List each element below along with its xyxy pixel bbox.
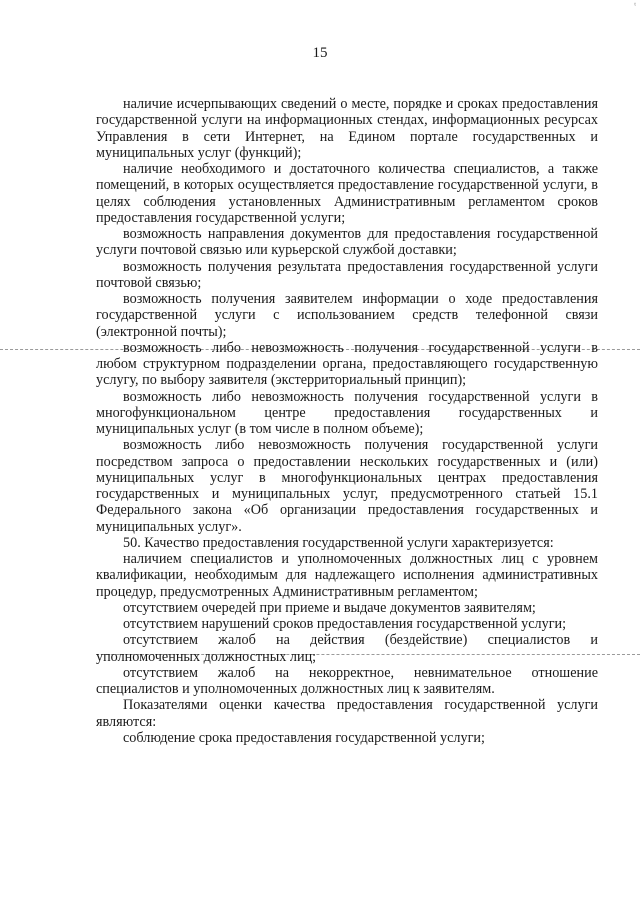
paragraph-complex-request: возможность либо невозможность получения государственной услуги посредством запроса о предоставлении нескольких государственных и (или) муниципальных услуг в многофункциональных центрах предоставления государственных и муниципальных услуг, предусмотренного статьей 15.1 Федерального закона «Об организации предоставления государственных и муниципальных услуг». xyxy=(96,437,598,535)
paragraph-document-delivery: возможность направления документов для предоставления государственной услуги почтовой связью или курьерской службой доставки; xyxy=(96,226,598,259)
paragraph-no-complaints-attitude: отсутствием жалоб на некорректное, невнимательное отношение специалистов и уполномоченных должностных лиц к заявителям. xyxy=(96,664,598,697)
paragraph-qualified-staff: наличием специалистов и уполномоченных должностных лиц с уровнем квалификации, необходимым для надлежащего исполнения административных процедур, предусмотренных Административным регламентом; xyxy=(96,551,598,600)
paragraph-mfc: возможность либо невозможность получения государственной услуги в многофункциональном центре предоставления государственных и муниципальных услуг (в том числе в полном объеме); xyxy=(96,388,598,437)
paragraph-deadline-compliance: соблюдение срока предоставления государственной услуги; xyxy=(123,729,485,746)
paragraph-quality-heading: 50. Качество предоставления государственной услуги характеризуется: xyxy=(123,534,554,551)
paragraph-result-by-post: возможность получения результата предоставления государственной услуги почтовой связью; xyxy=(96,258,598,291)
paragraph-extraterritorial: возможность либо невозможность получения государственной услуги в любом структурном подразделении органа, предоставляющего государственную услугу, по выбору заявителя (экстерриториальный принцип); xyxy=(96,339,598,389)
document-body xyxy=(96,96,598,746)
scan-corner-mark: ᵗ xyxy=(634,0,636,10)
paragraph-info-availability: наличие исчерпывающих сведений о месте, порядке и сроках предоставления государственной услуги на информационных стендах, информационных ресурсах Управления в сети Интернет, на Едином портале государственных и муниципальных услуг (функций); xyxy=(96,96,598,161)
paragraph-progress-info: возможность получения заявителем информации о ходе предоставления государственной услуги с использованием средств телефонной связи (электронной почты); xyxy=(96,291,598,340)
paragraph-no-complaints-actions: отсутствием жалоб на действия (бездействие) специалистов и уполномоченных должностных лиц; xyxy=(96,632,598,665)
paragraph-staff-premises: наличие необходимого и достаточного количества специалистов, а также помещений, в которых осуществляется предоставление государственной услуги, в целях соблюдения установленных Административным регламентом сроков предоставления государственной услуги; xyxy=(96,161,598,226)
paragraph-no-queues: отсутствием очередей при приеме и выдаче документов заявителям; xyxy=(123,599,536,616)
page-number: 15 xyxy=(312,45,328,61)
paragraph-no-deadline-violations: отсутствием нарушений сроков предоставления государственной услуги; xyxy=(123,616,567,632)
paragraph-indicators-heading: Показателями оценки качества предоставления государственной услуги являются: xyxy=(96,697,598,730)
